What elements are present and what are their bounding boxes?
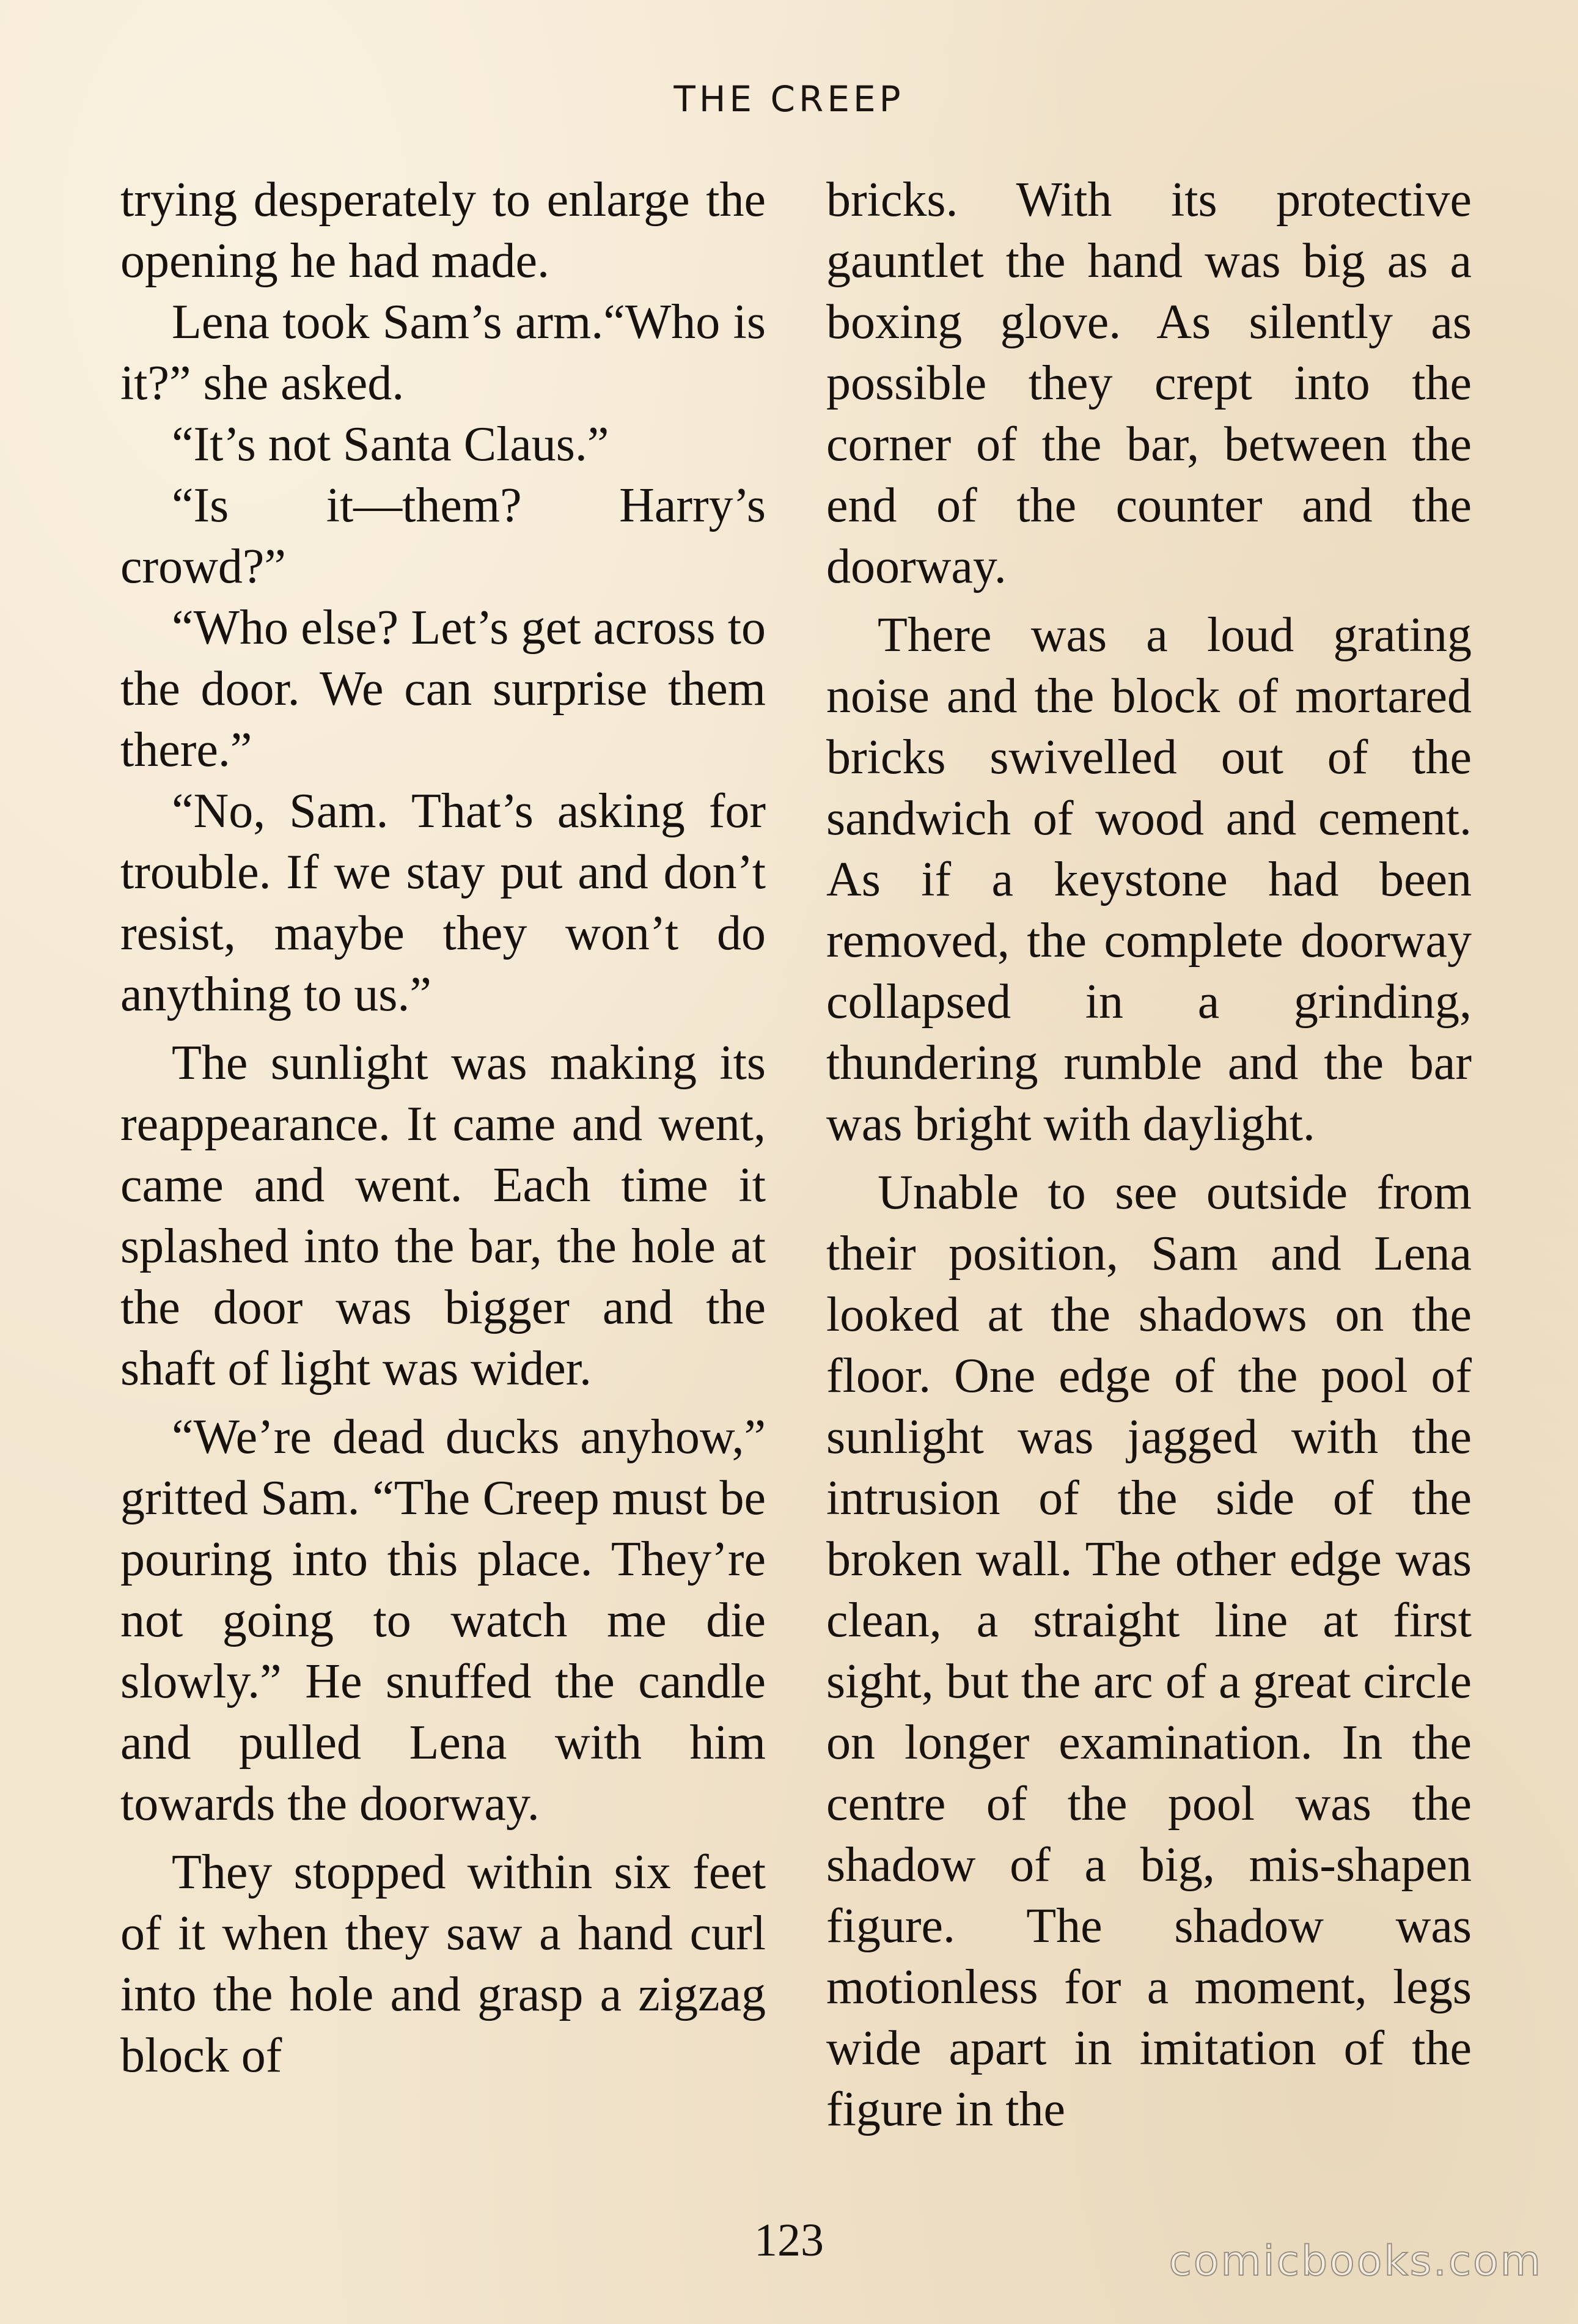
running-head: THE CREEP (673, 78, 905, 120)
paragraph: trying desperately to enlarge the opening he had made. (120, 173, 766, 288)
right-column (826, 169, 1472, 2140)
paragraph: bricks. With its protective gauntlet the hand was big as a boxing glove. As silently as possible they crept into the corner of the bar, between the end of the counter and the doorway. (826, 173, 1472, 594)
paragraph: The sunlight was making its reappearance. It came and went, came and went. Each time it splashed into the bar, the hole at the door was bigger and the shaft of light was wider. (120, 1036, 766, 1396)
watermark: comicbooks.com (1169, 2237, 1543, 2285)
paragraph: They stopped within six feet of it when they saw a hand curl into the hole and grasp a zigzag block of (120, 1845, 766, 2083)
page-number: 123 (754, 2215, 824, 2266)
paragraph: Lena took Sam’s arm.“Who is it?” she asked. (120, 295, 766, 410)
paragraph: There was a loud grating noise and the block of mortared bricks swivelled out of the sandwich of wood and cement. As if a keystone had been removed, the complete doorway collapsed in a grinding, thundering rumble and the bar was bright with daylight. (826, 608, 1472, 1151)
paragraph: “Who else? Let’s get across to the door. We can surprise them there.” (120, 601, 766, 777)
paragraph: “Is it—them? Harry’s crowd?” (120, 479, 766, 594)
paragraph: Unable to see outside from their position, Sam and Lena looked at the shadows on the floor. One edge of the pool of sunlight was jagged with the intrusion of the side of the broken wall. The other edge was clean, a straight line at first sight, but the arc of a great circle on longer examination. In the centre of the pool was the shadow of a big, mis-shapen figure. The shadow was motionless for a moment, legs wide apart in imitation of the figure in the (826, 1166, 1472, 2136)
paragraph: “We’re dead ducks anyhow,” gritted Sam. “The Creep must be pouring into this place. They’re not going to watch me die slowly.” He snuffed the candle and pulled Lena with him towards the doorway. (120, 1410, 766, 1831)
paragraph: “No, Sam. That’s asking for trouble. If we stay put and don’t resist, maybe they won’t do anything to us.” (120, 784, 766, 1021)
paragraph: “It’s not Santa Claus.” (172, 417, 609, 471)
left-column (120, 169, 766, 2086)
